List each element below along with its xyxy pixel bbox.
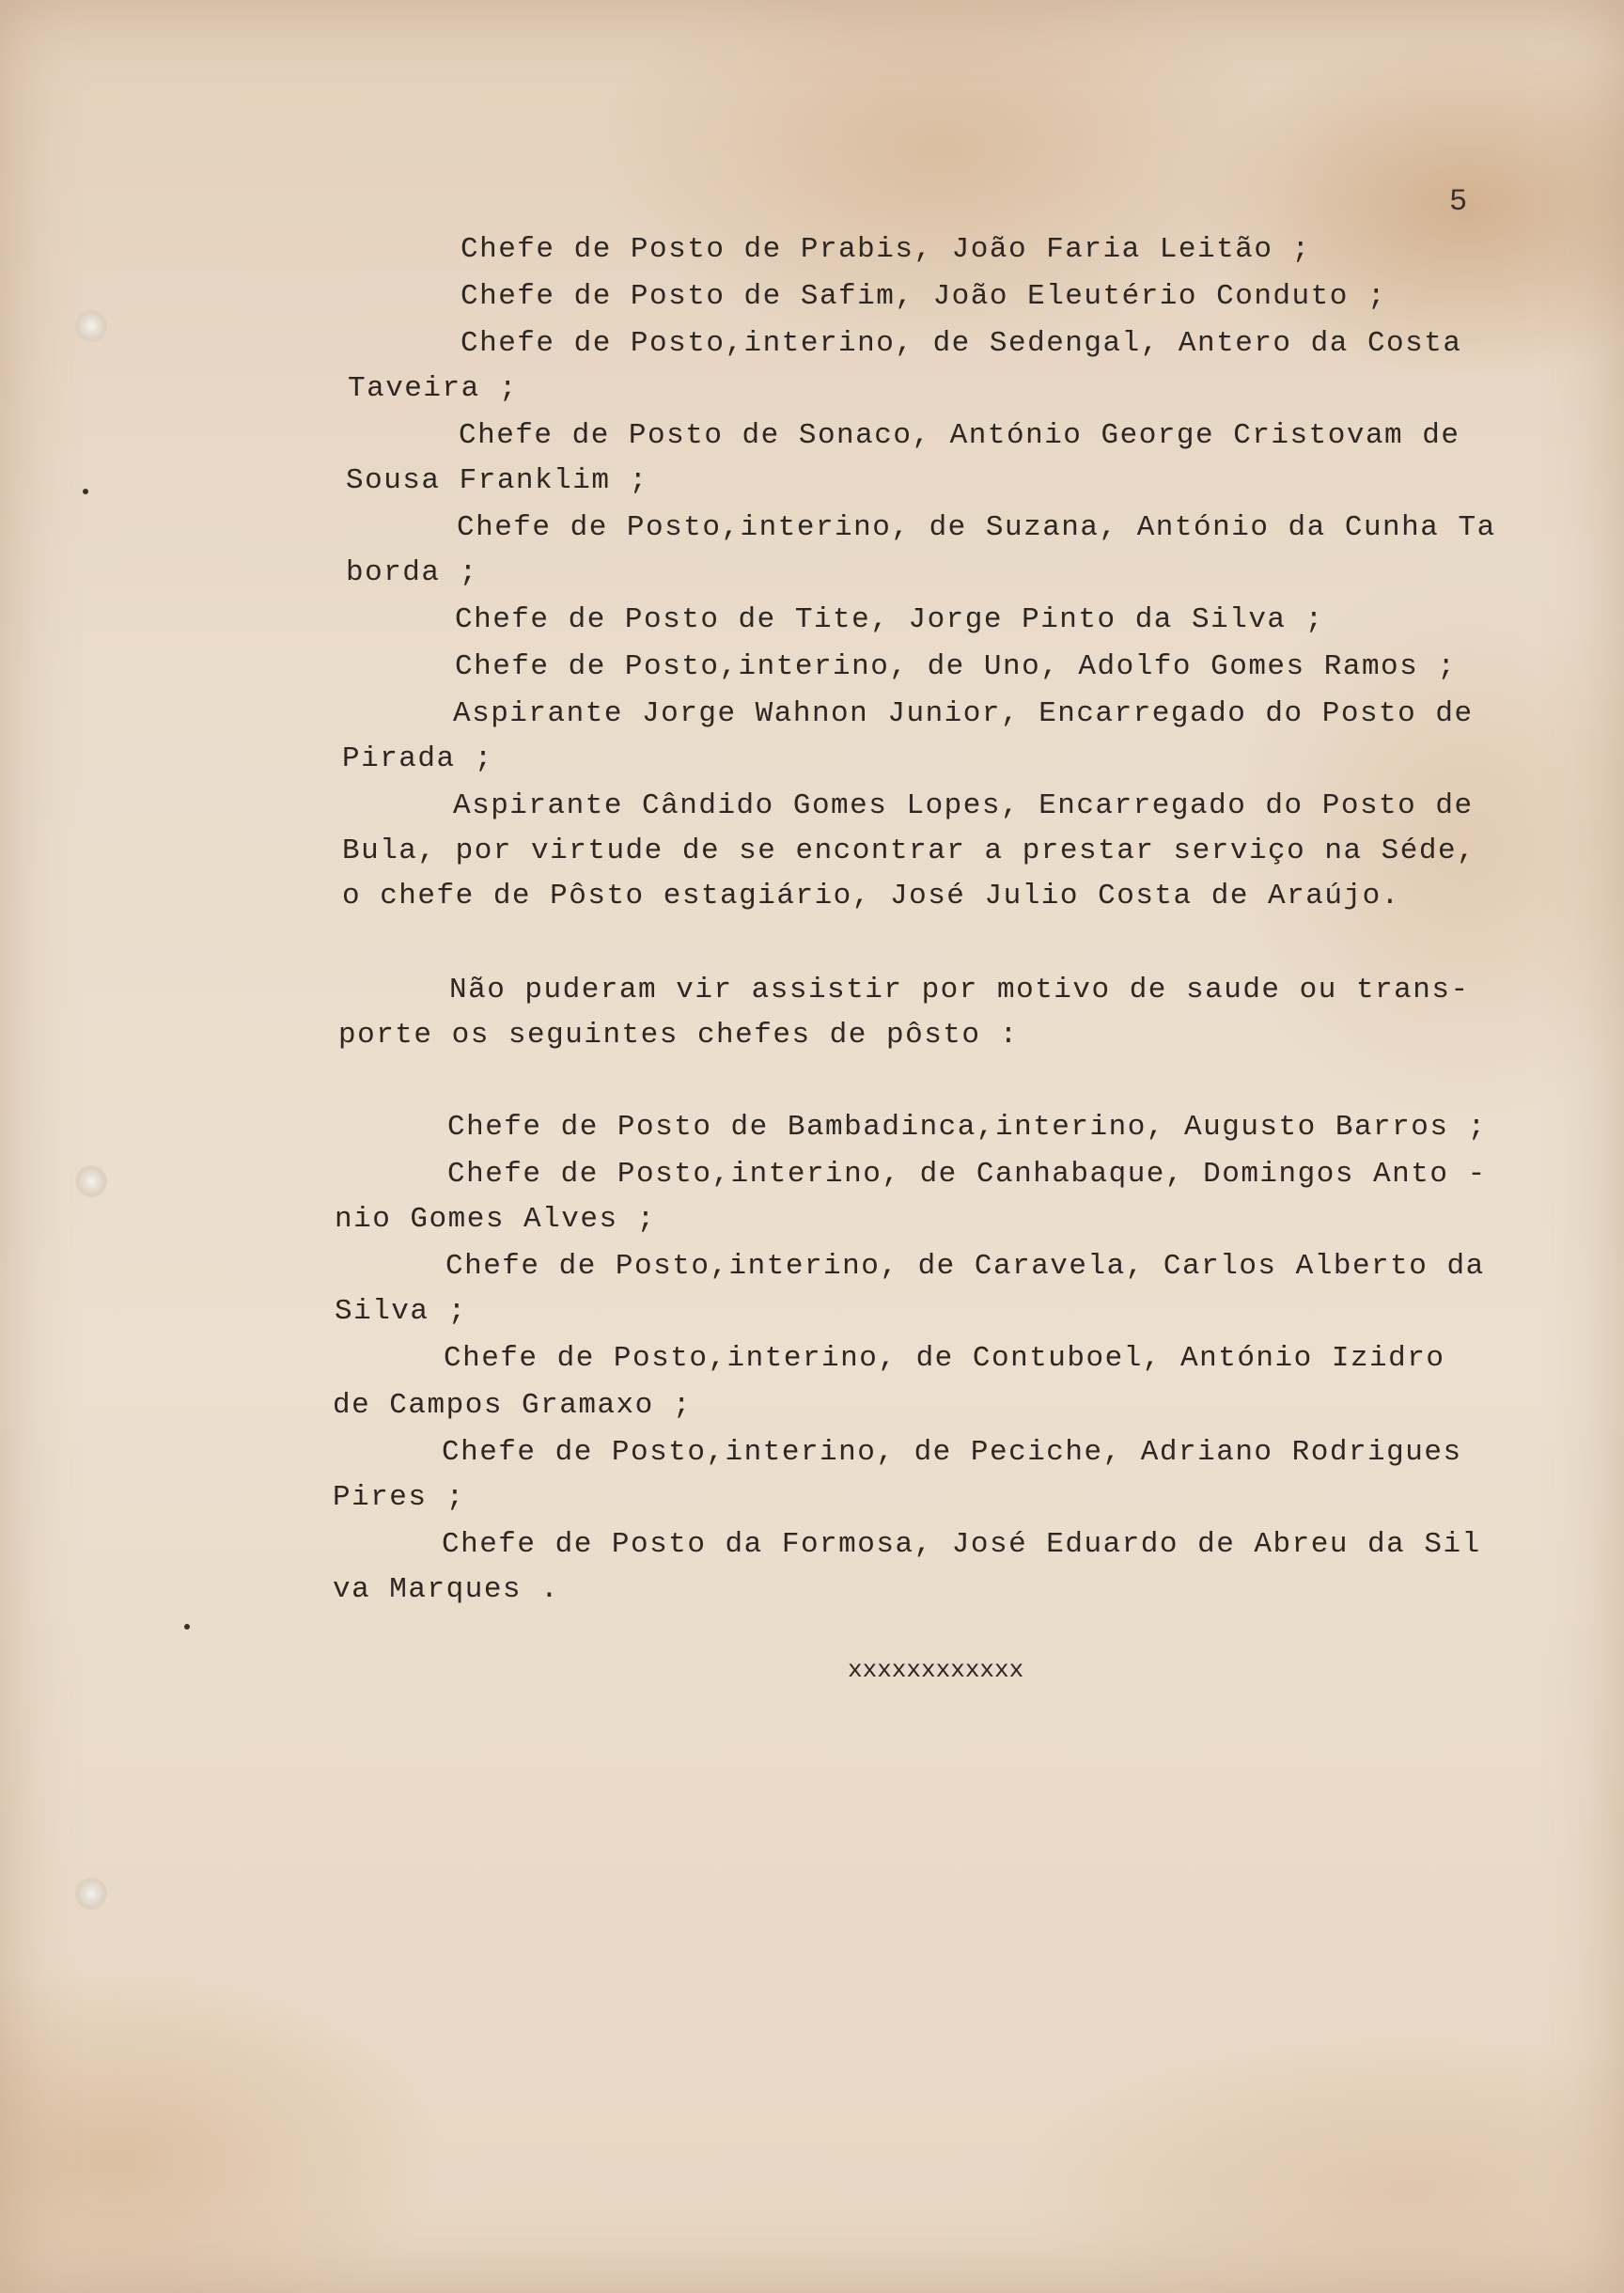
list-item-line: Chefe de Posto de Sonaco, António George Cristovam de: [459, 419, 1460, 452]
list-item-line: Chefe de Posto da Formosa, José Eduardo de Abreu da Sil: [442, 1528, 1481, 1561]
list-item-line: borda ;: [346, 556, 478, 589]
list-item-line: Chefe de Posto de Tite, Jorge Pinto da Silva ;: [455, 603, 1324, 636]
absence-intro-line: porte os seguintes chefes de pôsto :: [338, 1019, 1019, 1052]
list-item-line: Chefe de Posto,interino, de Canhabaque, Domingos Anto -: [447, 1158, 1487, 1191]
list-item-line: nio Gomes Alves ;: [335, 1203, 656, 1236]
page-number: 5: [1449, 184, 1469, 219]
list-item-line: o chefe de Pôsto estagiário, José Julio Costa de Araújo.: [342, 880, 1400, 913]
list-item-line: Chefe de Posto de Bambadinca,interino, Augusto Barros ;: [447, 1111, 1487, 1144]
list-item-line: Bula, por virtude de se encontrar a prestar serviço na Séde,: [342, 835, 1476, 867]
punch-hole-icon: [75, 1878, 107, 1910]
list-item-line: Pires ;: [333, 1481, 465, 1514]
list-item-line: Chefe de Posto,interino, de Suzana, António da Cunha Ta: [457, 511, 1496, 544]
list-item-line: Aspirante Jorge Wahnon Junior, Encarregado do Posto de: [453, 697, 1474, 730]
punch-hole-icon: [75, 310, 107, 342]
list-item-line: Taveira ;: [348, 372, 518, 405]
list-item-line: Chefe de Posto,interino, de Contuboel, António Izidro: [444, 1342, 1445, 1375]
list-item-line: Chefe de Posto,interino, de Sedengal, Antero da Costa: [461, 327, 1462, 360]
absence-intro-line: Não puderam vir assistir por motivo de saude ou trans-: [449, 974, 1470, 1006]
list-item-line: Pirada ;: [342, 742, 493, 775]
list-item-line: Silva ;: [335, 1295, 467, 1328]
list-item-line: Sousa Franklim ;: [346, 464, 648, 497]
list-item-line: va Marques .: [333, 1573, 560, 1606]
list-item-line: Chefe de Posto,interino, de Peciche, Adriano Rodrigues: [442, 1436, 1462, 1469]
list-item-line: de Campos Gramaxo ;: [333, 1389, 692, 1422]
list-item-line: Aspirante Cândido Gomes Lopes, Encarregado do Posto de: [453, 789, 1474, 822]
list-item-line: Chefe de Posto de Safim, João Eleutério Conduto ;: [461, 280, 1387, 313]
list-item-line: Chefe de Posto de Prabis, João Faria Leitão ;: [461, 233, 1311, 266]
ink-speck: [184, 1624, 190, 1630]
punch-hole-icon: [75, 1165, 107, 1197]
ink-speck: [83, 489, 88, 494]
list-item-line: Chefe de Posto,interino, de Caravela, Carlos Alberto da: [445, 1250, 1485, 1283]
closing-mark: xxxxxxxxxxxx: [848, 1656, 1024, 1684]
list-item-line: Chefe de Posto,interino, de Uno, Adolfo Gomes Ramos ;: [455, 650, 1457, 683]
